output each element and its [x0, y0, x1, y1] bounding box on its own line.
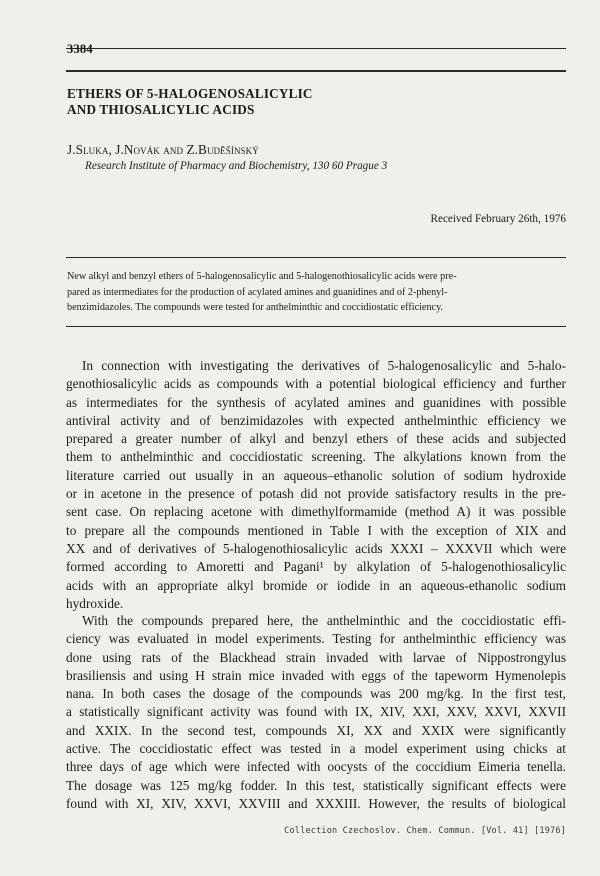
journal-citation: Collection Czechoslov. Chem. Commun. [Vol. 41] [1976]	[284, 826, 566, 836]
body-line: sent case. On replacing acetone with dimethylformamide (method A) it was possible	[66, 504, 566, 520]
abstract-rule-top	[66, 257, 566, 258]
abstract-rule-bottom	[66, 326, 566, 327]
article-title	[67, 86, 313, 118]
body-line: nana. In both cases the dosage of the compounds was 200 mg/kg. In the first test,	[66, 686, 566, 702]
body-line: as intermediates for the synthesis of acylated amines and guanidines with possible	[66, 394, 566, 410]
body-line: or in acetone in the presence of potash did not provide satisfactory results in the pre-	[66, 486, 566, 502]
body-line: done using rats of the Blackhead strain invaded with larvae of Nippostrongylus	[66, 649, 566, 665]
body-line: active. The coccidiostatic effect was tested in a model experiment using chicks at	[66, 741, 566, 757]
body-line: them to anthelminthic and coccidiostatic screening. The alkylations known from the	[66, 449, 566, 465]
body-line: a statistically significant activity was found with IX, XIV, XXI, XXV, XXVI, XXVII	[66, 704, 566, 720]
body-line: three days of age which were infected with oocysts of the coccidium Eimeria tenella.	[66, 759, 566, 775]
body-line: hydroxide.	[66, 595, 124, 611]
body-line: The dosage was 125 mg/kg fodder. In this test, statistically significant effects were	[66, 777, 566, 793]
body-line: In connection with investigating the derivatives of 5-halogenosalicylic and 5-halo-	[82, 358, 566, 373]
header-rule-top	[66, 48, 566, 49]
page-number: 3384	[67, 42, 93, 56]
abstract	[67, 269, 566, 316]
body-line: With the compounds prepared here, the anthelminthic and the coccidiostatic effi-	[82, 613, 566, 628]
body-paragraph-2	[66, 612, 566, 813]
body-line: antiviral activity and of benzimidazoles with expected anthelminthic efficiency we	[66, 412, 566, 428]
received-date: Received February 26th, 1976	[430, 213, 566, 225]
body-line: brasiliensis and using H strain mice invaded with eggs of the tapeworm Hymenolepis	[66, 667, 566, 683]
abstract-line: benzimidazoles. The compounds were tested for anthelminthic and coccidiostatic efficiency.	[67, 302, 444, 313]
header-rule-bottom	[66, 70, 566, 72]
affiliation: Research Institute of Pharmacy and Biochemistry, 130 60 Prague 3	[85, 160, 388, 172]
abstract-line: New alkyl and benzyl ethers of 5-halogenosalicylic and 5-halogenothiosalicylic acids were pre-	[67, 271, 457, 282]
body-line: genothiosalicylic acids as compounds with a potential biological efficiency and further	[66, 376, 566, 392]
body-line: to prepare all the compounds mentioned in Table I with the exception of XIX and	[66, 522, 566, 538]
body-line: prepared a greater number of alkyl and benzyl ethers of these acids and subjected	[66, 431, 566, 447]
body-line: XX and of derivatives of 5-halogenothiosalicylic acids XXXI – XXXVII which were	[66, 540, 566, 556]
body-line: and XXIX. In the second test, compounds XI, XX and XXIX were significantly	[66, 722, 566, 738]
body-line: ciency was evaluated in model experiments. Testing for anthelminthic efficiency was	[66, 631, 566, 647]
abstract-line: pared as intermediates for the production of acylated amines and guanidines and of 2-phenyl-	[67, 286, 448, 298]
title-line-1: ETHERS OF 5-HALOGENOSALICYLIC	[67, 86, 313, 101]
body-paragraph-1	[66, 357, 566, 613]
body-line: literature carried out usually in an aqueous–ethanolic solution of sodium hydroxide	[66, 467, 566, 483]
body-line: formed according to Amoretti and Pagani¹ by alkylation of 5-halogenothiosalicylic	[66, 559, 566, 575]
author-list: J.Sluka, J.Novák and Z.Buděšínský	[67, 142, 259, 157]
body-line: acids with an appropriate alkyl bromide or iodide in an aqueous-ethanolic sodium	[66, 577, 566, 593]
body-line: found with XI, XIV, XXVI, XXVIII and XXXIII. However, the results of biological	[66, 795, 566, 811]
title-line-2: AND THIOSALICYLIC ACIDS	[67, 102, 255, 117]
